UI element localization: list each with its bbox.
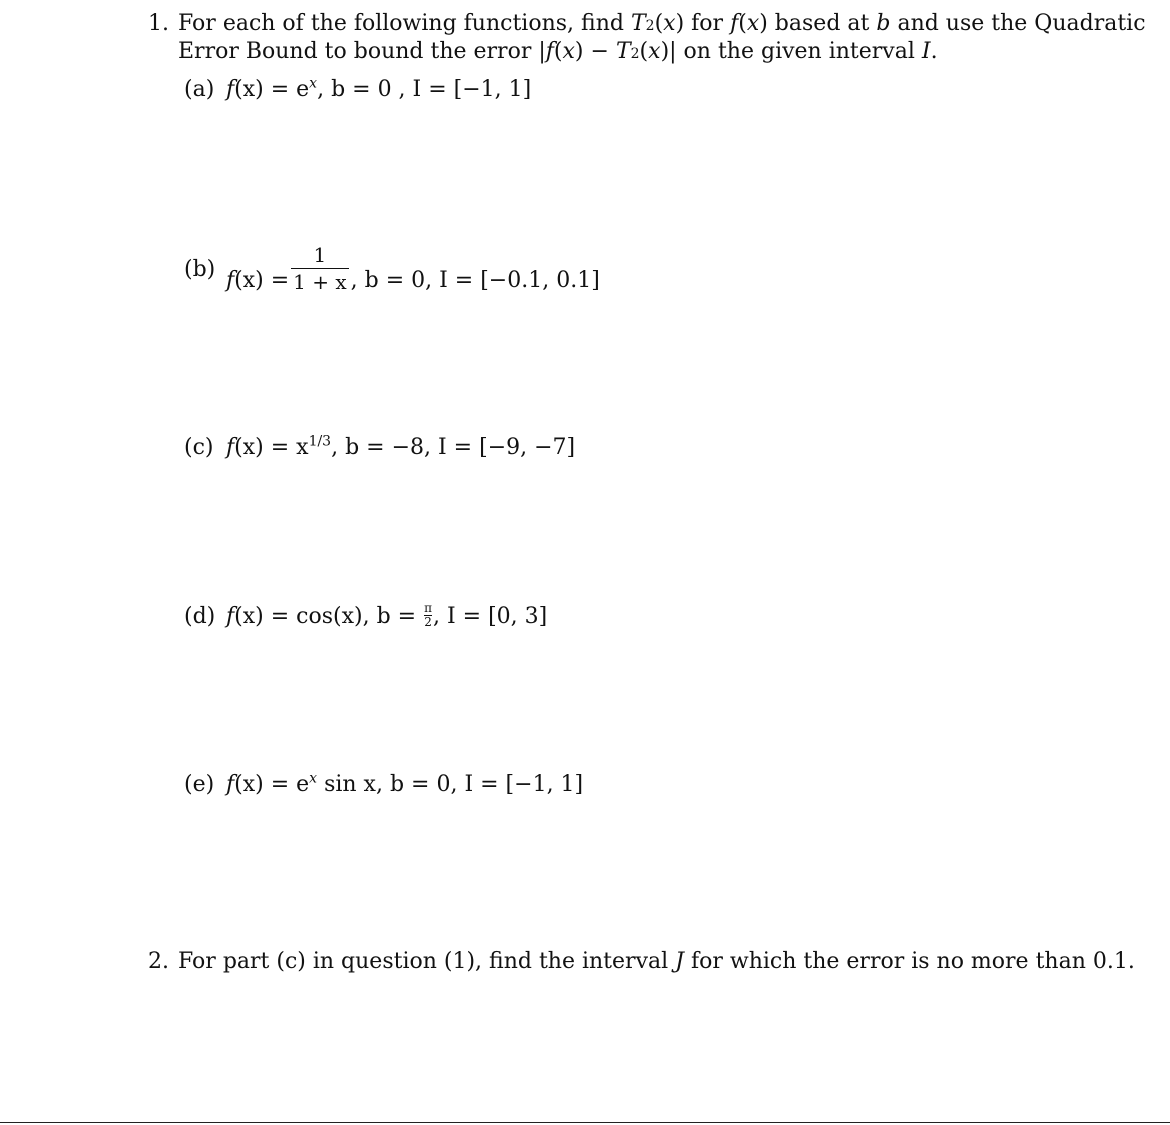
part-c-label: (c) (184, 435, 214, 460)
bottom-divider (0, 1122, 1170, 1123)
part-a-label: (a) (184, 77, 215, 102)
question-2-number: 2. (148, 949, 169, 974)
question-1-text-line-1: For each of the following functions, find T2(x) for f(x) based at b and use the Quadratic (178, 11, 1146, 36)
part-c-expression: $f(x) = x^{1/3}$, b = −8, I = [−9, −7] (226, 433, 576, 460)
part-d-expression: f(x) = cos(x), $b = \frac{\pi}{2}$, I = [0, 3] (226, 600, 548, 629)
part-a-expression: $f(x) = e^x$, b = 0 , I = [−1, 1] (226, 75, 532, 102)
part-e-expression: $f(x) = e^x$ sin x, b = 0, I = [−1, 1] (226, 770, 584, 797)
part-b-label: (b) (184, 257, 216, 282)
part-b-fraction: $\frac{1}{1 + x}$ (293, 243, 347, 294)
question-1-text-line-2: Error Bound to bound the error |f(x) − T2(x)| on the given interval I. (178, 39, 938, 64)
part-e-label: (e) (184, 772, 215, 797)
question-1-number: 1. (148, 11, 169, 36)
question-2-text: For part (c) in question (1), find the interval J for which the error is no more than 0.1. (178, 949, 1135, 974)
part-d-label: (d) (184, 604, 216, 629)
part-d-fraction: $\frac{\pi}{2}$ (424, 600, 432, 629)
part-b-expression: f(x) = $\frac{1}{1 + x}$ , b = 0, I = [−0.1, 0.1] (226, 243, 600, 294)
